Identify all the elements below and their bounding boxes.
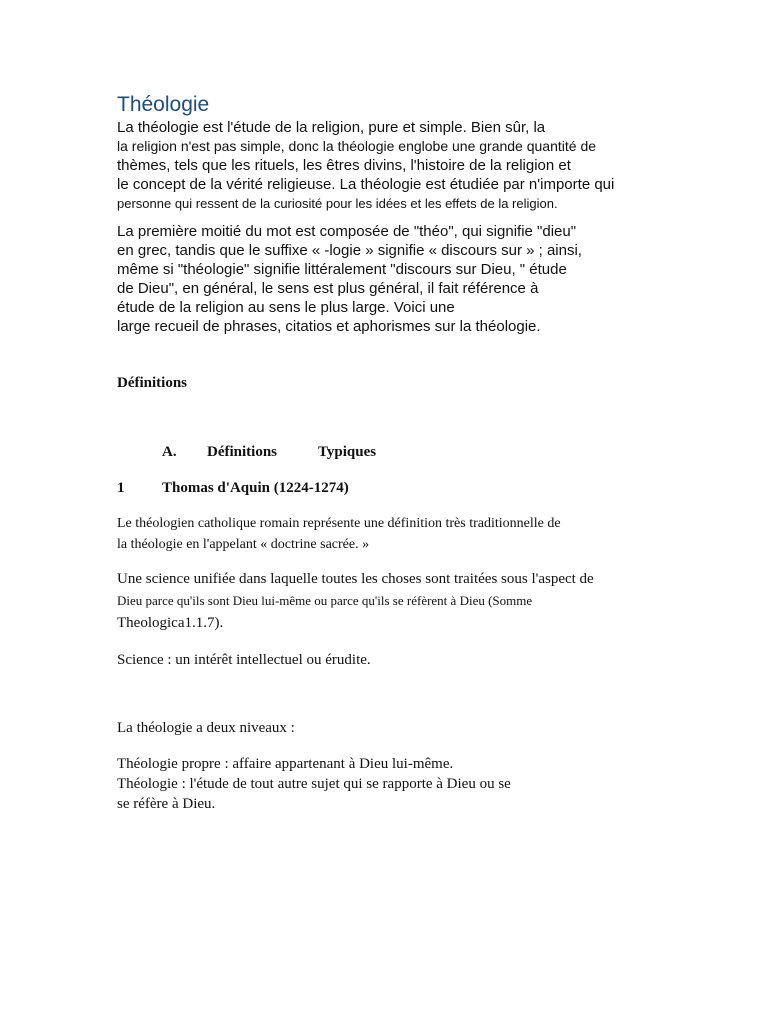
science-quote-line: Dieu parce qu'ils sont Dieu lui-même ou parce qu'ils se réfèrent à Dieu (Somme [117, 593, 533, 608]
science-definition [117, 650, 677, 670]
etymology-line: La première moitié du mot est composée de "théo", qui signifie "dieu" [117, 223, 577, 240]
etymology-line: même si "théologie" signifie littéralement "discours sur Dieu, " étude [117, 261, 567, 278]
subsection-letter: A. [162, 444, 177, 460]
intro-line: thèmes, tels que les rituels, les êtres divins, l'histoire de la religion et [117, 157, 571, 174]
etymology-line: de Dieu", en général, le sens est plus général, il fait référence à [117, 280, 539, 297]
document-title: Théologie [117, 93, 210, 116]
aquinas-paragraph [117, 513, 677, 555]
etymology-paragraph [117, 222, 677, 336]
intro-line: le concept de la vérité religieuse. La théologie est étudiée par n'importe qui [117, 176, 615, 193]
intro-paragraph [117, 118, 677, 213]
levels-paragraph [117, 754, 677, 814]
subsection-word-1: Définitions [207, 444, 278, 460]
item-name: Thomas d'Aquin (1224-1274) [162, 480, 349, 496]
levels-line: se réfère à Dieu. [117, 796, 216, 812]
intro-line: la religion n'est pas simple, donc la théologie englobe une grande quantité de [117, 138, 597, 154]
science-quote-line: Une science unifiée dans laquelle toutes les choses sont traitées sous l'aspect de [117, 571, 594, 587]
levels-intro-line: La théologie a deux niveaux : [117, 720, 295, 736]
section-heading: Définitions [117, 375, 188, 391]
science-quote-paragraph [117, 569, 677, 636]
intro-line: La théologie est l'étude de la religion, pure et simple. Bien sûr, la [117, 119, 546, 136]
levels-intro [117, 718, 677, 738]
aquinas-line: la théologie en l'appelant « doctrine sacrée. » [117, 537, 370, 552]
aquinas-line: Le théologien catholique romain représente une définition très traditionnelle de [117, 516, 561, 531]
item-number: 1 [117, 480, 125, 496]
etymology-line: large recueil de phrases, citatios et aphorismes sur la théologie. [117, 318, 541, 335]
intro-line: personne qui ressent de la curiosité pour les idées et les effets de la religion. [117, 196, 558, 211]
science-definition-line: Science : un intérêt intellectuel ou érudite. [117, 652, 371, 668]
etymology-line: étude de la religion au sens le plus large. Voici une [117, 299, 455, 316]
levels-line: Théologie : l'étude de tout autre sujet qui se rapporte à Dieu ou se [117, 776, 511, 792]
etymology-line: en grec, tandis que le suffixe « -logie » signifie « discours sur » ; ainsi, [117, 242, 582, 259]
science-quote-line: Theologica1.1.7). [117, 615, 224, 631]
levels-line: Théologie propre : affaire appartenant à Dieu lui-même. [117, 756, 454, 772]
subsection-word-2: Typiques [318, 444, 377, 460]
